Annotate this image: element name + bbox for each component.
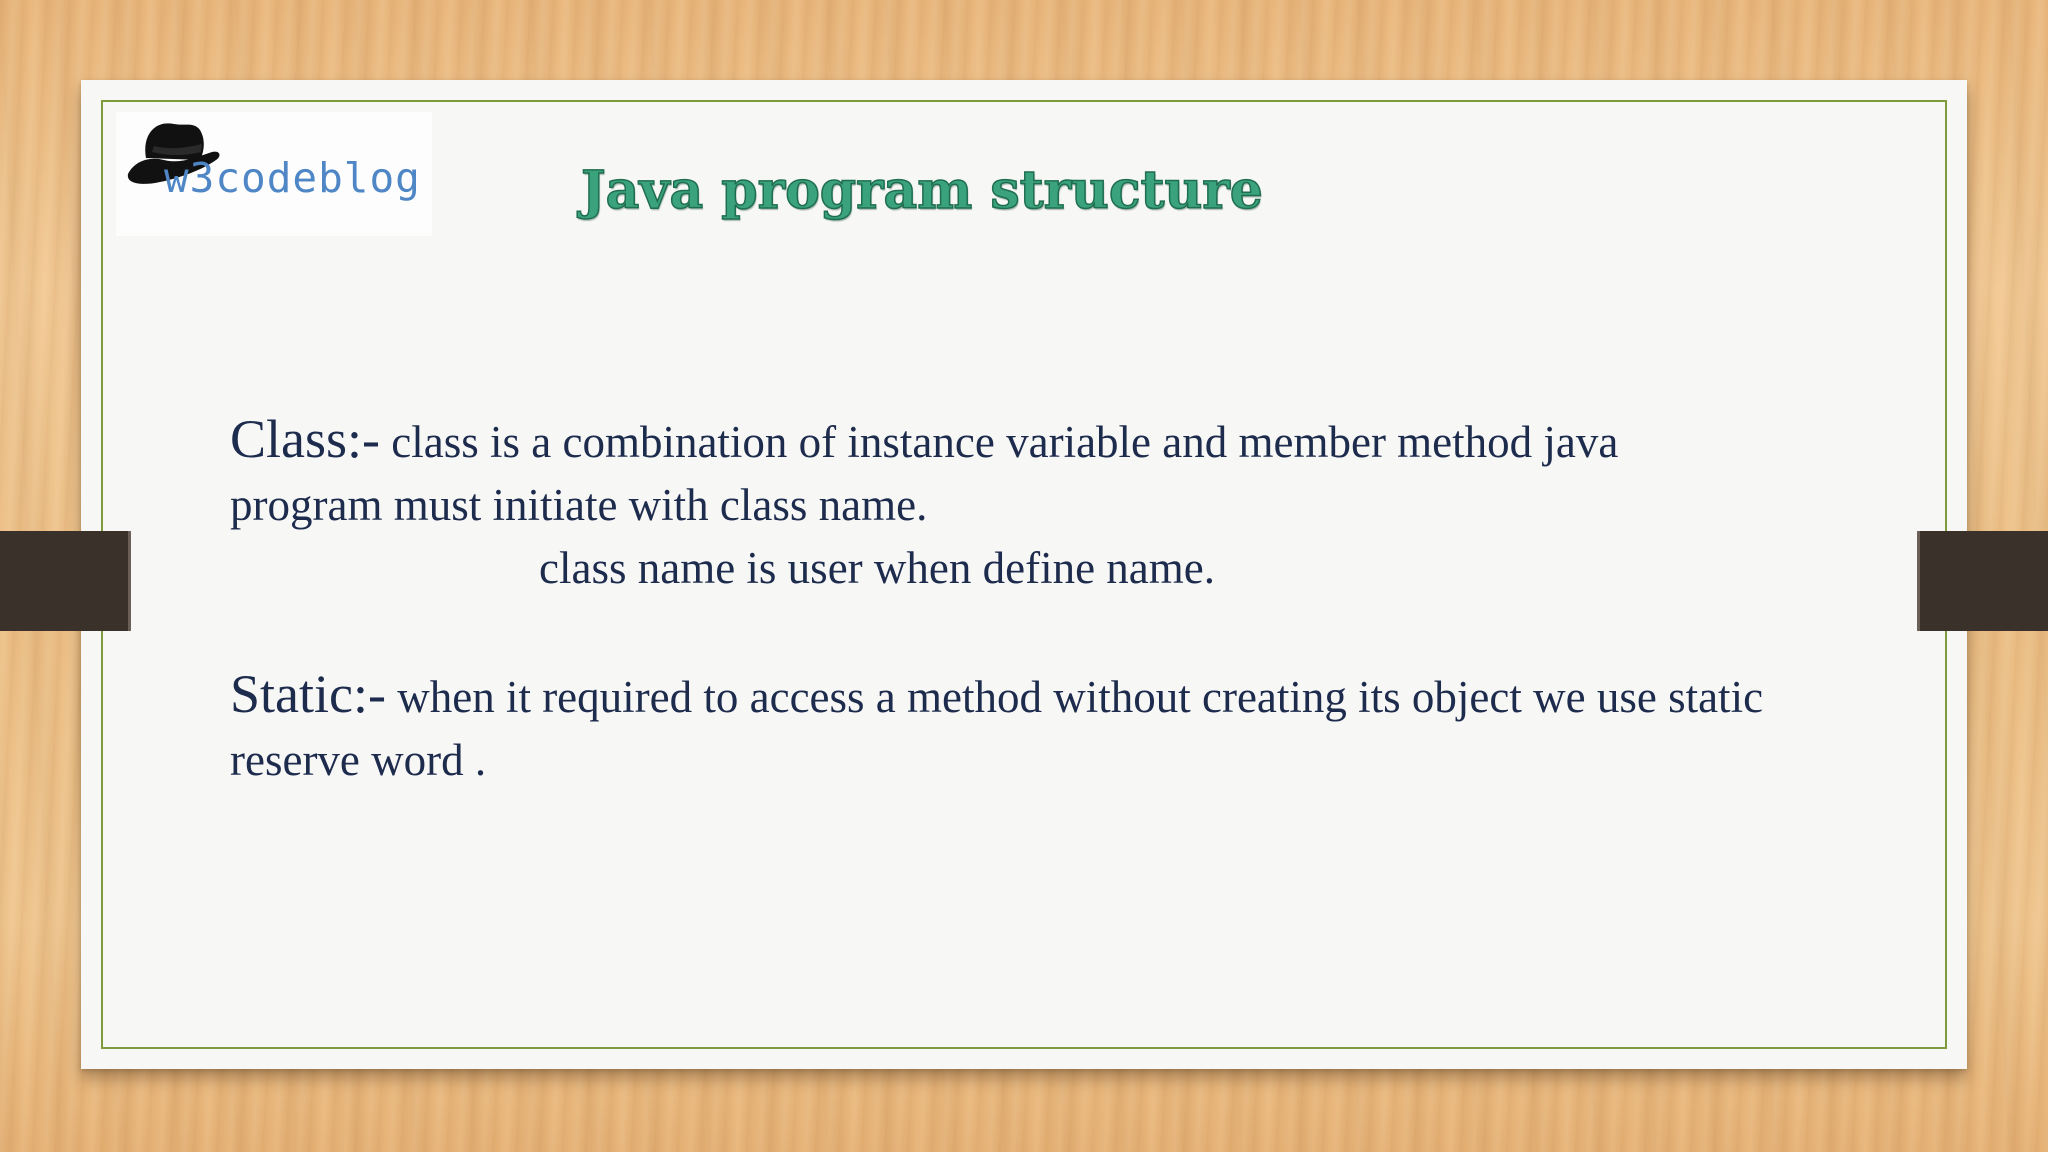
class-definition: [230, 408, 1880, 600]
class-line-3: class name is user when define name.: [539, 543, 1216, 593]
static-definition: [230, 663, 1880, 792]
class-line-2: program must initiate with class name.: [230, 480, 928, 530]
static-line-2: reserve word .: [230, 735, 487, 785]
slide-card: [81, 80, 1967, 1069]
static-line-1: when it required to access a method without creating its object we use static: [385, 672, 1764, 722]
logo: [116, 112, 432, 236]
class-line-1: class is a combination of instance variable and member method java: [380, 417, 1619, 467]
static-term: Static:-: [230, 664, 386, 724]
class-term: Class:-: [230, 409, 381, 469]
slide-title: Java program structure: [581, 160, 1263, 221]
binder-clip-right: [1917, 531, 2048, 631]
binder-clip-left: [0, 531, 131, 631]
logo-text: w3codeblog: [164, 154, 421, 202]
